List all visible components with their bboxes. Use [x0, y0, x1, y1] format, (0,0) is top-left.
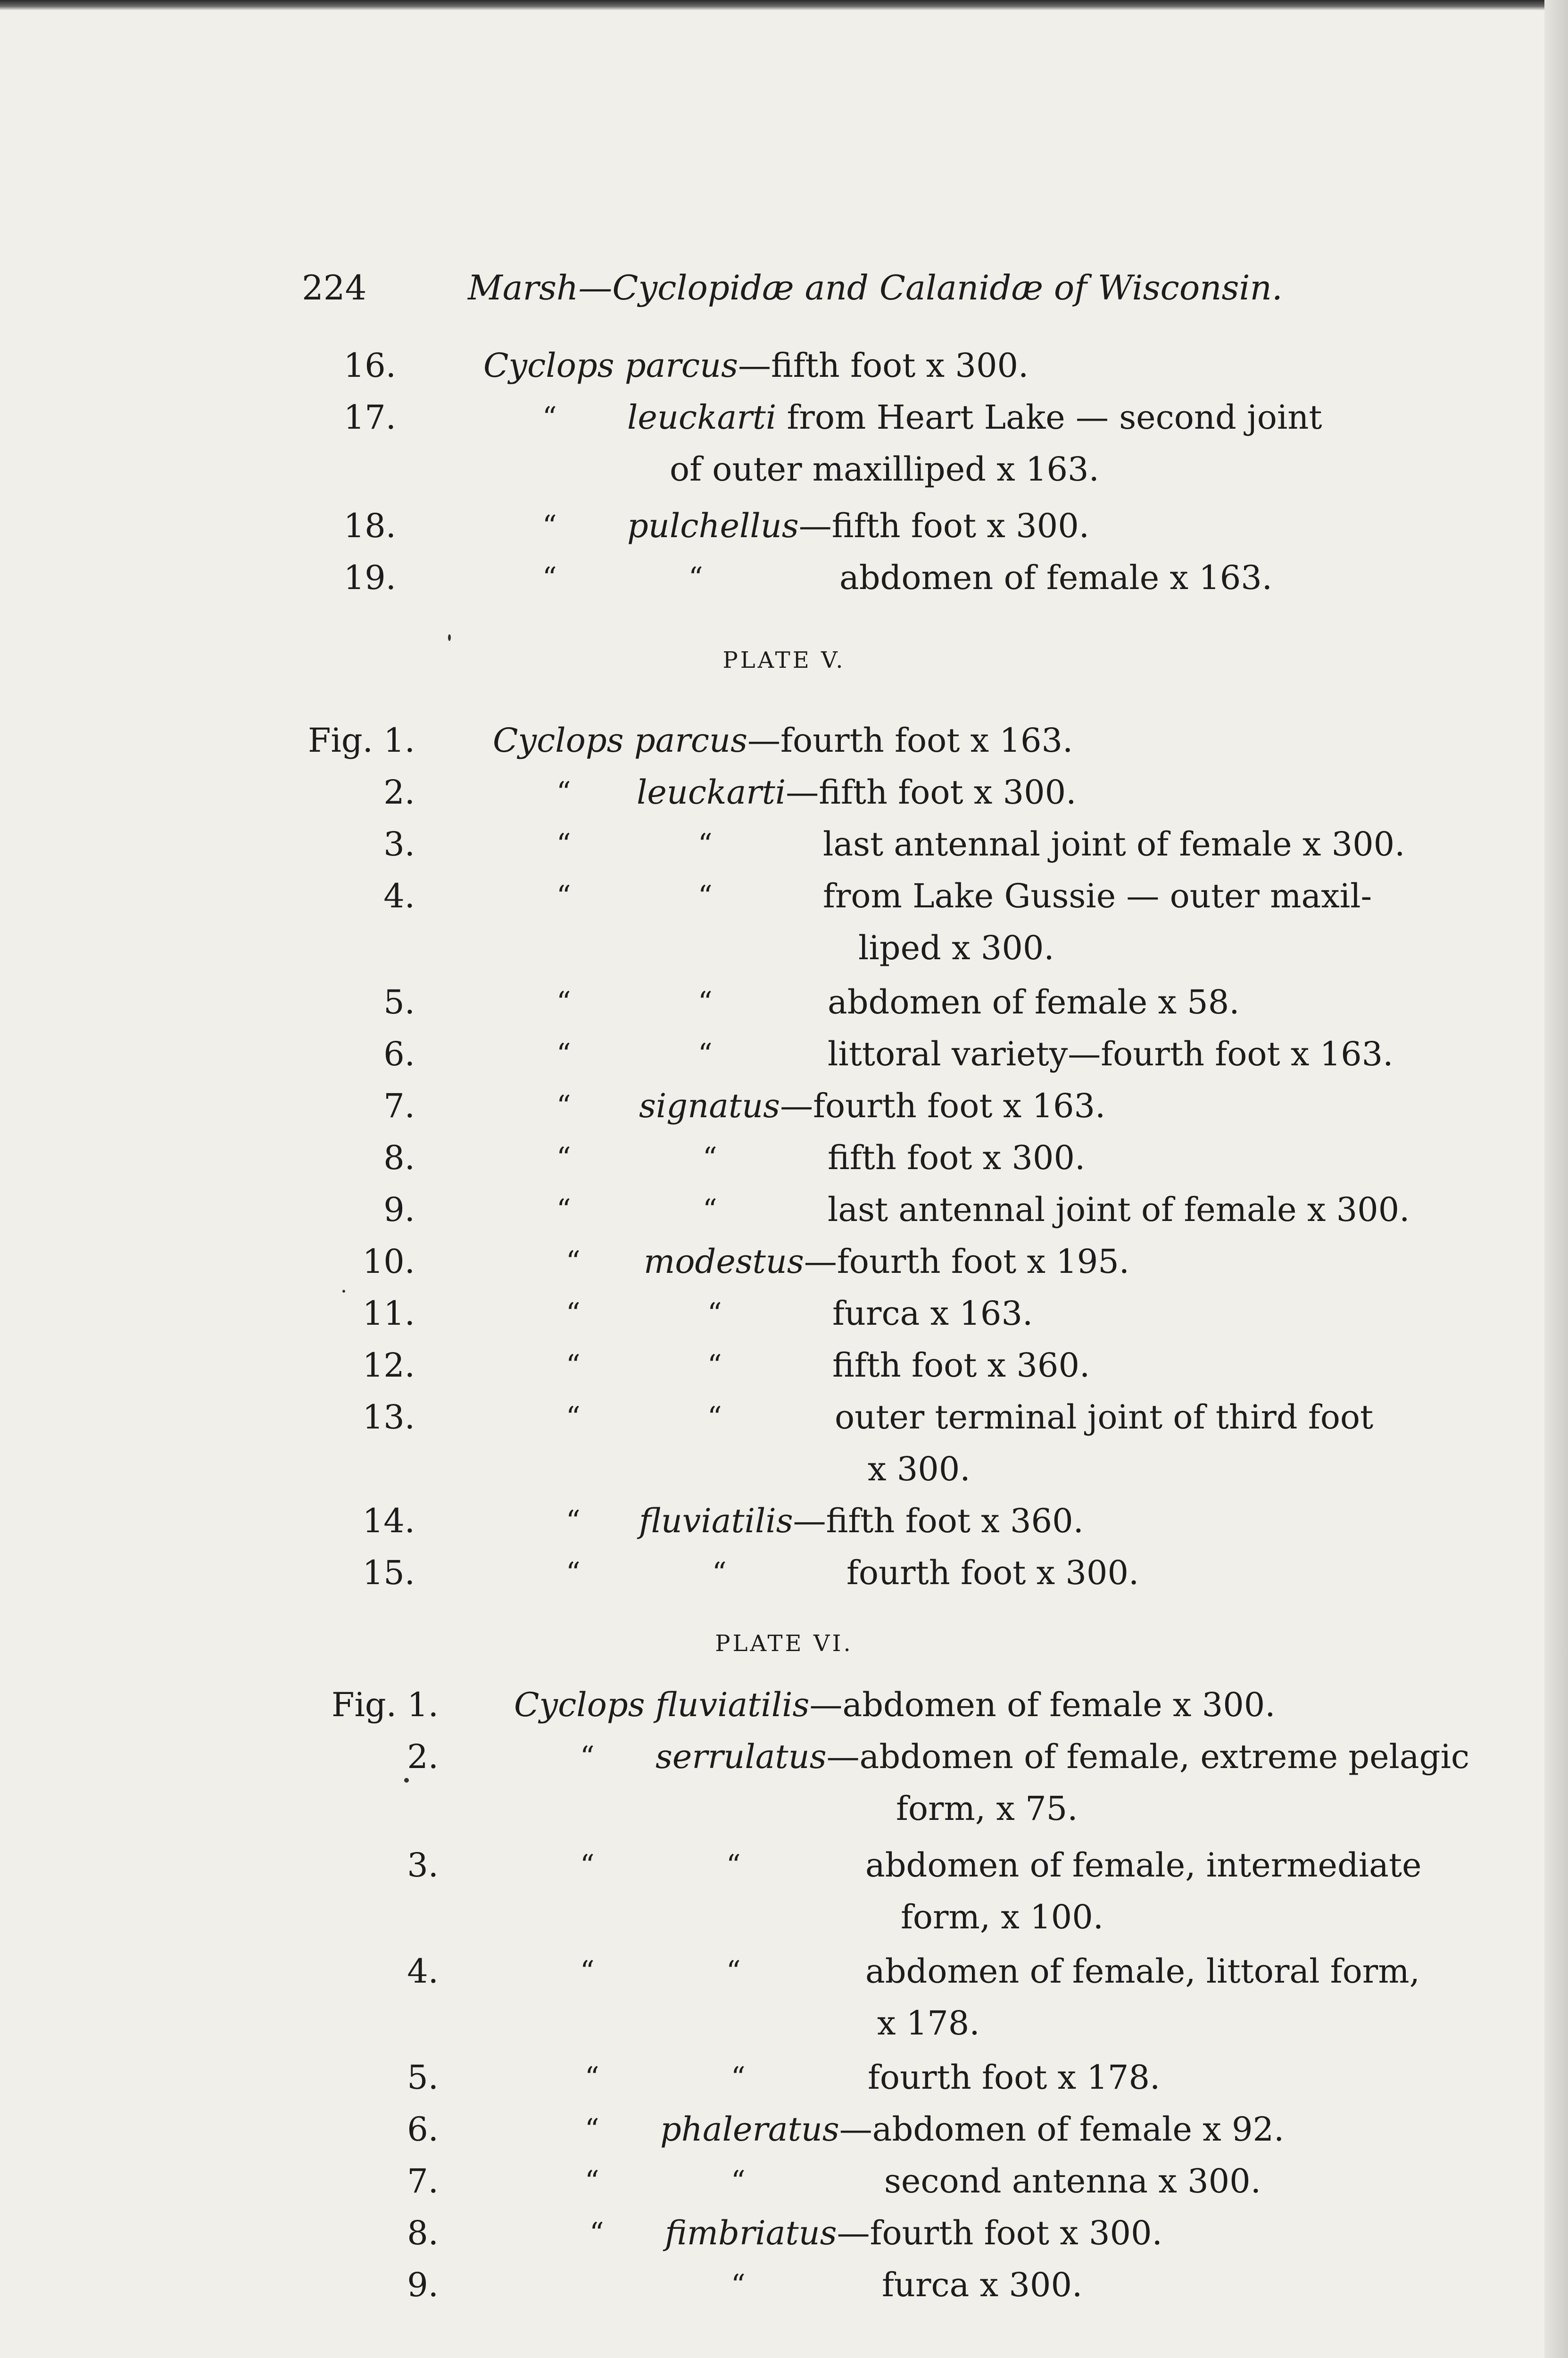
- ditto-mark: “: [731, 2268, 746, 2301]
- fig-number: 9.: [383, 1190, 415, 1229]
- fig-number: 7.: [407, 2162, 439, 2200]
- entry-row: [311, 1236, 1490, 1287]
- entry-description: from Heart Lake — second joint: [776, 398, 1322, 437]
- fig-number: Fig. 1.: [331, 1685, 439, 1724]
- ditto-mark: “: [585, 2113, 599, 2146]
- entry-description: last antennal joint of female x 300.: [823, 825, 1405, 863]
- ditto-mark: “: [731, 2061, 746, 2094]
- species-name: signatus: [639, 1087, 780, 1125]
- ditto-mark: “: [556, 1038, 571, 1071]
- running-title: Marsh—Cyclopidæ and Calanidæ of Wisconsin.: [468, 268, 1283, 307]
- fig-number: 17.: [343, 398, 396, 437]
- ditto-mark: “: [698, 880, 713, 913]
- ditto-mark: “: [566, 1297, 581, 1330]
- print-speck: [404, 1778, 409, 1783]
- entry-row: [311, 1080, 1490, 1132]
- species-name: fluviatilis: [639, 1502, 793, 1540]
- fig-number: 12.: [362, 1346, 415, 1385]
- ditto-mark: “: [566, 1556, 581, 1589]
- ditto-mark: “: [698, 1038, 713, 1071]
- species-name: phaleratus: [660, 2110, 839, 2149]
- fig-number: 19.: [343, 558, 396, 597]
- entry-description: last antennal joint of female x 300.: [828, 1190, 1410, 1229]
- fig-number: 15.: [362, 1553, 415, 1592]
- fig-number: Fig. 1.: [307, 721, 415, 760]
- species-name: Cyclops parcus: [483, 346, 738, 385]
- ditto-mark: “: [703, 1141, 717, 1174]
- ditto-mark: “: [566, 1349, 581, 1382]
- fig-number: 6.: [407, 2110, 439, 2149]
- ditto-mark: “: [542, 509, 557, 542]
- entry-row: [311, 766, 1490, 818]
- entry-description: fourth foot x 300.: [846, 1553, 1139, 1592]
- ditto-mark: “: [542, 401, 557, 434]
- entry-row: [330, 2155, 1509, 2207]
- entry-description: fifth foot x 360.: [832, 1346, 1090, 1385]
- ditto-mark: “: [556, 1193, 571, 1226]
- ditto-mark: “: [698, 828, 713, 861]
- page-header: [302, 262, 1339, 314]
- entry-row: [330, 1945, 1509, 1997]
- species-name: Cyclops parcus: [493, 721, 748, 760]
- page-right-edge: [1544, 0, 1568, 2358]
- fig-number: 9.: [407, 2266, 439, 2304]
- entry-row: [311, 1028, 1490, 1080]
- ditto-mark: “: [566, 1245, 581, 1278]
- fig-number: 4.: [407, 1952, 439, 1991]
- fig-number: 16.: [343, 346, 396, 385]
- fig-number: 5.: [383, 983, 415, 1021]
- species-name: pulchellus: [627, 506, 799, 545]
- entry-description: —fifth foot x 300.: [798, 506, 1090, 545]
- plate-v-heading: PLATE V.: [722, 647, 846, 673]
- ditto-mark: “: [712, 1556, 727, 1589]
- entry-row: [330, 2103, 1509, 2155]
- entry-description: —fourth foot x 163.: [747, 721, 1073, 760]
- entry-row: [330, 1731, 1509, 1783]
- entry-description: furca x 163.: [832, 1294, 1033, 1333]
- entry-row: [311, 1339, 1490, 1391]
- entry-description: —abdomen of female x 300.: [809, 1685, 1276, 1724]
- fig-number: 2.: [383, 773, 415, 812]
- ditto-mark: “: [689, 561, 703, 594]
- ditto-mark: “: [566, 1504, 581, 1537]
- entry-continuation: x 178.: [877, 2004, 980, 2042]
- fig-number: 3.: [383, 825, 415, 863]
- ditto-mark: “: [726, 1955, 741, 1988]
- entry-row: [330, 2051, 1509, 2103]
- ditto-mark: “: [589, 2217, 604, 2250]
- entry-row: [311, 1547, 1490, 1599]
- entry-description: —abdomen of female x 92.: [839, 2110, 1285, 2149]
- entry-description: outer terminal joint of third foot: [835, 1398, 1374, 1436]
- entry-description: abdomen of female x 58.: [828, 983, 1240, 1021]
- fig-number: 5.: [407, 2058, 439, 2097]
- fig-number: 14.: [362, 1502, 415, 1540]
- ditto-mark: “: [542, 561, 557, 594]
- fig-number: 10.: [362, 1242, 415, 1281]
- ditto-mark: “: [580, 1955, 595, 1988]
- entry-continuation: x 300.: [868, 1450, 971, 1488]
- ditto-mark: “: [556, 828, 571, 861]
- ditto-mark: “: [580, 1740, 595, 1773]
- ditto-mark: “: [580, 1849, 595, 1882]
- fig-number: 8.: [407, 2214, 439, 2252]
- entry-description: abdomen of female x 163.: [839, 558, 1273, 597]
- species-name: serrulatus: [655, 1737, 827, 1776]
- entry-row: [311, 1287, 1490, 1339]
- ditto-mark: “: [566, 1401, 581, 1434]
- ditto-mark: “: [731, 2165, 746, 2198]
- fig-number: 4.: [383, 877, 415, 915]
- entry-description: abdomen of female, littoral form,: [865, 1952, 1420, 1991]
- entry-description: fifth foot x 300.: [828, 1138, 1086, 1177]
- ditto-mark: “: [556, 776, 571, 809]
- entry-description: fourth foot x 178.: [868, 2058, 1161, 2097]
- entry-description: —fifth foot x 300.: [786, 773, 1077, 812]
- species-name: leuckarti: [637, 773, 786, 812]
- page-number: 224: [302, 268, 367, 307]
- entry-row: [245, 340, 1424, 391]
- ditto-mark: “: [698, 986, 713, 1019]
- entry-description: —fourth foot x 300.: [837, 2214, 1162, 2252]
- entry-row: [330, 1679, 1509, 1731]
- fig-number: 6.: [383, 1035, 415, 1073]
- entry-description: —fourth foot x 163.: [780, 1087, 1106, 1125]
- fig-number: 13.: [362, 1398, 415, 1436]
- print-speck: [448, 634, 451, 641]
- entry-row: [311, 818, 1490, 870]
- entry-row: [330, 2259, 1509, 2311]
- entry-continuation: of outer maxilliped x 163.: [670, 450, 1099, 489]
- fig-number: 11.: [362, 1294, 415, 1333]
- species-name: Cyclops fluviatilis: [514, 1685, 810, 1724]
- ditto-mark: “: [707, 1401, 722, 1434]
- entry-description: littoral variety—fourth foot x 163.: [828, 1035, 1394, 1073]
- species-name: modestus: [644, 1242, 804, 1281]
- entry-continuation: form, x 75.: [896, 1789, 1078, 1828]
- entry-description: —fifth foot x 300.: [738, 346, 1029, 385]
- entry-row: [330, 1839, 1509, 1891]
- ditto-mark: “: [703, 1193, 717, 1226]
- entry-row: [245, 552, 1424, 604]
- entry-row: [330, 2207, 1509, 2259]
- entry-description: —fifth foot x 360.: [793, 1502, 1084, 1540]
- ditto-mark: “: [726, 1849, 741, 1882]
- fig-number: 2.: [407, 1737, 439, 1776]
- entry-description: —abdomen of female, extreme pelagic: [826, 1737, 1470, 1776]
- entry-row: [311, 1495, 1490, 1547]
- page-top-edge: [0, 0, 1568, 10]
- entry-description: furca x 300.: [882, 2266, 1083, 2304]
- species-name: leuckarti: [627, 398, 777, 437]
- entry-row: [245, 500, 1424, 552]
- fig-number: 18.: [343, 506, 396, 545]
- entry-row: [311, 1132, 1490, 1184]
- plate-vi-heading: PLATE VI.: [715, 1630, 853, 1657]
- entry-row: [307, 714, 1490, 766]
- ditto-mark: “: [556, 986, 571, 1019]
- entry-row: [311, 1184, 1490, 1236]
- fig-number: 8.: [383, 1138, 415, 1177]
- ditto-mark: “: [707, 1297, 722, 1330]
- entry-row: [311, 1391, 1490, 1443]
- ditto-mark: “: [556, 1089, 571, 1122]
- entry-row: [311, 870, 1490, 922]
- entry-continuation: liped x 300.: [858, 929, 1054, 967]
- entry-description: —fourth foot x 195.: [804, 1242, 1130, 1281]
- ditto-mark: “: [707, 1349, 722, 1382]
- ditto-mark: “: [556, 880, 571, 913]
- entry-description: from Lake Gussie — outer maxil-: [823, 877, 1372, 915]
- fig-number: 3.: [407, 1846, 439, 1885]
- entry-row: [245, 391, 1424, 443]
- entry-description: second antenna x 300.: [884, 2162, 1261, 2200]
- ditto-mark: “: [585, 2061, 599, 2094]
- entry-description: abdomen of female, intermediate: [865, 1846, 1422, 1885]
- entry-continuation: form, x 100.: [901, 1898, 1103, 1936]
- print-speck: [342, 1290, 345, 1293]
- ditto-mark: “: [585, 2165, 599, 2198]
- ditto-mark: “: [556, 1141, 571, 1174]
- entry-row: [311, 976, 1490, 1028]
- species-name: fimbriatus: [665, 2214, 837, 2252]
- fig-number: 7.: [383, 1087, 415, 1125]
